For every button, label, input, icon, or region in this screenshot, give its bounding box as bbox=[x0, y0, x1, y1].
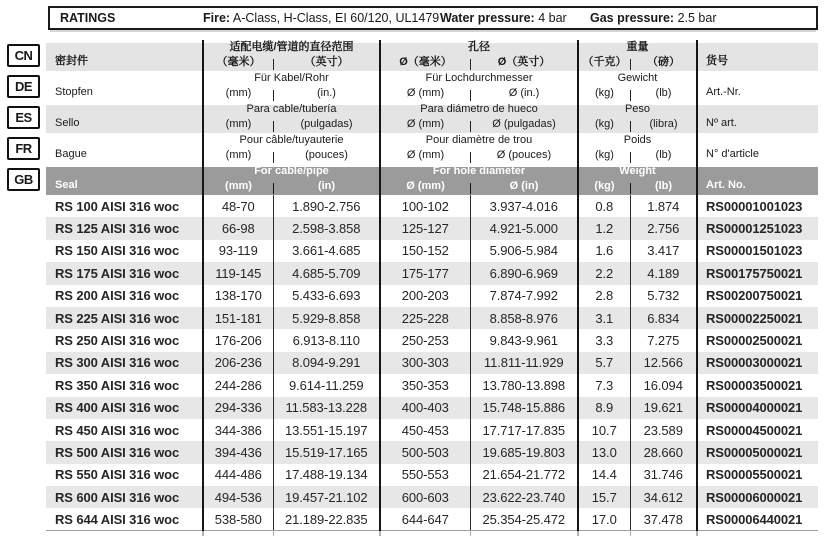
art-number: RS00005500021 bbox=[697, 464, 818, 486]
cable-mm-unit: (mm) bbox=[225, 149, 252, 161]
art-number: RS00001001023 bbox=[697, 195, 818, 217]
hole-diameter-mm: 644-647 bbox=[380, 508, 470, 530]
art-number: RS00003500021 bbox=[697, 374, 818, 396]
hole-mm-unit: Ø（毫米） bbox=[399, 56, 452, 68]
weight-lb-unit: (lb) bbox=[655, 87, 672, 99]
table-bottom-ticks bbox=[46, 531, 818, 536]
spec-row bbox=[46, 486, 818, 508]
cable-range-in: 5.929-8.858 bbox=[273, 307, 380, 329]
header-row bbox=[46, 71, 818, 102]
weight-kg: 3.1 bbox=[578, 307, 630, 329]
hole-mm-unit: Ø (mm) bbox=[406, 87, 445, 99]
cable-range-in: 11.583-13.228 bbox=[273, 397, 380, 419]
language-badge: FR bbox=[7, 137, 40, 160]
seal-name: RS 350 AISI 316 woc bbox=[55, 377, 180, 393]
weight-kg: 2.8 bbox=[578, 285, 630, 307]
hole-diameter-mm: 200-203 bbox=[380, 285, 470, 307]
art-number: RS00001251023 bbox=[697, 217, 818, 239]
weight-kg: 7.3 bbox=[578, 374, 630, 396]
hole-diameter-group-header bbox=[380, 71, 578, 102]
weight-lb: 31.746 bbox=[630, 464, 697, 486]
cable-pipe-title: For cable/pipe bbox=[254, 165, 329, 177]
cable-range-mm: 138-170 bbox=[203, 285, 273, 307]
hole-diameter-mm: 250-253 bbox=[380, 329, 470, 351]
weight-lb: 28.660 bbox=[630, 441, 697, 463]
hole-diameter-in: 9.843-9.961 bbox=[470, 329, 578, 351]
art-no-column-label: Art. No. bbox=[697, 164, 818, 195]
cable-pipe-title: 适配电缆/管道的直径范围 bbox=[229, 41, 354, 53]
language-badge: GB bbox=[7, 168, 40, 191]
seal-column-label: Seal bbox=[46, 164, 203, 195]
hole-diameter-in: 8.858-8.976 bbox=[470, 307, 578, 329]
weight-title: 重量 bbox=[626, 41, 649, 53]
cable-range-mm: 206-236 bbox=[203, 352, 273, 374]
spec-row bbox=[46, 285, 818, 307]
hole-diameter-in: 11.811-11.929 bbox=[470, 352, 578, 374]
water-pressure-rating bbox=[440, 10, 567, 27]
header-row bbox=[46, 133, 818, 164]
cable-range-mm: 444-486 bbox=[203, 464, 273, 486]
cable-mm-unit: (mm) bbox=[225, 87, 252, 99]
cable-range-in: 8.094-9.291 bbox=[273, 352, 380, 374]
fire-rating bbox=[203, 10, 439, 27]
hole-diameter-in: 25.354-25.472 bbox=[470, 508, 578, 530]
hole-diameter-in: 7.874-7.992 bbox=[470, 285, 578, 307]
weight-title: Gewicht bbox=[617, 72, 658, 84]
weight-kg-unit: （千克） bbox=[582, 56, 627, 68]
hole-in-unit: Ø（英寸） bbox=[497, 56, 551, 68]
hole-in-unit: Ø (in.) bbox=[508, 87, 540, 99]
language-badge: CN bbox=[7, 44, 40, 67]
hole-diameter-in: 15.748-15.886 bbox=[470, 397, 578, 419]
cable-pipe-title: Para cable/tubería bbox=[246, 103, 337, 115]
hole-diameter-group-header bbox=[380, 133, 578, 164]
weight-lb-unit: （磅） bbox=[647, 56, 680, 68]
cable-range-mm: 48-70 bbox=[203, 195, 273, 217]
seal-name: RS 644 AISI 316 woc bbox=[46, 508, 203, 530]
hole-diameter-mm: 150-152 bbox=[380, 240, 470, 262]
seal-column-label: 密封件 bbox=[46, 40, 203, 71]
cable-range-in: 9.614-11.259 bbox=[273, 374, 380, 396]
weight-kg-unit: (kg) bbox=[595, 118, 614, 130]
header-row bbox=[46, 40, 818, 71]
weight-lb-unit: (libra) bbox=[649, 118, 678, 130]
seal-column-label: Bague bbox=[46, 133, 203, 164]
cable-pipe-group-header bbox=[203, 102, 380, 133]
hole-mm-unit: Ø (mm) bbox=[406, 118, 445, 130]
cable-range-mm: 538-580 bbox=[203, 508, 273, 530]
seal-name: RS 400 AISI 316 woc bbox=[46, 397, 203, 419]
spec-row bbox=[46, 240, 818, 262]
hole-diameter-title: Für Lochdurchmesser bbox=[425, 72, 533, 84]
cable-mm-unit: （毫米） bbox=[216, 56, 261, 68]
weight-group-header bbox=[578, 40, 697, 71]
art-number: RS00004000021 bbox=[697, 397, 818, 419]
hole-diameter-in: 19.685-19.803 bbox=[470, 441, 578, 463]
cable-range-in: 2.598-3.858 bbox=[273, 217, 380, 239]
cable-range-in: 6.913-8.110 bbox=[273, 329, 380, 351]
weight-group-header bbox=[578, 102, 697, 133]
weight-kg: 8.9 bbox=[578, 397, 630, 419]
spec-row bbox=[46, 508, 818, 530]
hole-diameter-mm: 600-603 bbox=[380, 486, 470, 508]
weight-lb: 5.732 bbox=[630, 285, 697, 307]
hole-diameter-in: 5.906-5.984 bbox=[470, 240, 578, 262]
cable-range-in: 4.685-5.709 bbox=[273, 262, 380, 284]
cable-range-mm: 494-536 bbox=[203, 486, 273, 508]
cable-in-unit: (pouces) bbox=[305, 149, 348, 161]
weight-title: Poids bbox=[623, 134, 652, 146]
spec-row bbox=[46, 464, 818, 486]
gas-pressure-value: 2.5 bar bbox=[677, 11, 717, 25]
weight-kg: 15.7 bbox=[578, 486, 630, 508]
art-no-column-label: Art.-Nr. bbox=[697, 71, 818, 102]
cable-range-mm: 344-386 bbox=[203, 419, 273, 441]
cable-pipe-title: Für Kabel/Rohr bbox=[254, 72, 329, 84]
hole-diameter-mm: 100-102 bbox=[380, 195, 470, 217]
ratings-title: RATINGS bbox=[60, 11, 116, 25]
table-data-rows bbox=[46, 195, 818, 531]
art-no-column-label: 货号 bbox=[697, 40, 818, 71]
spec-row bbox=[46, 262, 818, 284]
ratings-bar bbox=[48, 6, 818, 30]
hole-diameter-in: 6.890-6.969 bbox=[470, 262, 578, 284]
seal-name: RS 175 AISI 316 woc bbox=[46, 262, 203, 284]
seal-name: RS 200 AISI 316 woc bbox=[55, 288, 180, 304]
spec-row bbox=[46, 217, 818, 239]
seal-column-label: Stopfen bbox=[46, 71, 203, 102]
art-number: RS00005000021 bbox=[697, 441, 818, 463]
hole-diameter-in: 4.921-5.000 bbox=[470, 217, 578, 239]
seal-name: RS 100 AISI 316 woc bbox=[55, 198, 180, 214]
weight-lb: 37.478 bbox=[630, 508, 697, 530]
hole-diameter-title: 孔径 bbox=[468, 41, 490, 53]
hole-diameter-mm: 550-553 bbox=[380, 464, 470, 486]
art-no-column-label: N° d'article bbox=[697, 133, 818, 164]
weight-lb: 16.094 bbox=[630, 374, 697, 396]
cable-range-mm: 394-436 bbox=[203, 441, 273, 463]
hole-diameter-mm: 500-503 bbox=[380, 441, 470, 463]
language-badge: ES bbox=[7, 106, 40, 129]
language-badge-slot bbox=[7, 71, 46, 102]
hole-diameter-mm: 225-228 bbox=[380, 307, 470, 329]
language-badge-slot bbox=[7, 164, 46, 195]
cable-pipe-group-header bbox=[203, 71, 380, 102]
spec-row bbox=[46, 329, 818, 351]
cable-range-mm: 244-286 bbox=[203, 374, 273, 396]
seal-name: RS 250 AISI 316 woc bbox=[55, 333, 180, 349]
language-rail bbox=[7, 40, 46, 195]
weight-lb: 3.417 bbox=[630, 240, 697, 262]
language-badge-slot bbox=[7, 102, 46, 133]
cable-range-mm: 176-206 bbox=[203, 329, 273, 351]
weight-kg: 3.3 bbox=[578, 329, 630, 351]
weight-kg-unit: (kg) bbox=[595, 87, 614, 99]
hole-diameter-mm: 175-177 bbox=[380, 262, 470, 284]
cable-pipe-group-header bbox=[203, 133, 380, 164]
hole-diameter-mm: 300-303 bbox=[380, 352, 470, 374]
fire-rating-value: A-Class, H-Class, EI 60/120, UL1479 bbox=[232, 11, 440, 25]
cable-range-in: 1.890-2.756 bbox=[273, 195, 380, 217]
hole-diameter-mm: 350-353 bbox=[380, 374, 470, 396]
weight-lb: 12.566 bbox=[630, 352, 697, 374]
gas-pressure-label: Gas pressure: bbox=[590, 11, 675, 25]
cable-range-in: 19.457-21.102 bbox=[273, 486, 380, 508]
weight-kg: 10.7 bbox=[578, 419, 630, 441]
cable-in-unit: (in) bbox=[317, 180, 336, 192]
cable-pipe-group-header bbox=[203, 40, 380, 71]
weight-lb: 34.612 bbox=[630, 486, 697, 508]
gas-pressure-rating bbox=[590, 10, 716, 27]
spec-row bbox=[46, 307, 818, 329]
spec-table bbox=[46, 40, 818, 536]
weight-kg: 5.7 bbox=[578, 352, 630, 374]
hole-mm-unit: Ø (mm) bbox=[406, 149, 445, 161]
seal-column-label: Sello bbox=[46, 102, 203, 133]
seal-name: RS 550 AISI 316 woc bbox=[55, 467, 180, 483]
weight-lb: 4.189 bbox=[630, 262, 697, 284]
language-badge-slot bbox=[7, 133, 46, 164]
cable-range-in: 15.519-17.165 bbox=[273, 441, 380, 463]
spec-row bbox=[46, 441, 818, 463]
spec-row bbox=[46, 419, 818, 441]
cable-range-mm: 93-119 bbox=[203, 240, 273, 262]
cable-range-mm: 119-145 bbox=[203, 262, 273, 284]
cable-range-in: 21.189-22.835 bbox=[273, 508, 380, 530]
art-no-column-label: Nº art. bbox=[697, 102, 818, 133]
weight-title: Weight bbox=[619, 165, 656, 177]
weight-lb: 23.589 bbox=[630, 419, 697, 441]
spec-row bbox=[46, 352, 818, 374]
weight-kg: 1.6 bbox=[578, 240, 630, 262]
weight-lb: 6.834 bbox=[630, 307, 697, 329]
table-header-rows bbox=[46, 40, 818, 195]
seal-name: RS 300 AISI 316 woc bbox=[46, 352, 203, 374]
spec-row bbox=[46, 397, 818, 419]
art-number: RS00003000021 bbox=[697, 352, 818, 374]
hole-diameter-group-header bbox=[380, 102, 578, 133]
header-row bbox=[46, 164, 818, 195]
hole-diameter-title: Pour diamètre de trou bbox=[425, 134, 533, 146]
weight-kg: 14.4 bbox=[578, 464, 630, 486]
cable-mm-unit: (mm) bbox=[225, 118, 252, 130]
weight-kg: 0.8 bbox=[578, 195, 630, 217]
hole-in-unit: Ø (in) bbox=[509, 180, 539, 192]
hole-diameter-mm: 125-127 bbox=[380, 217, 470, 239]
weight-lb: 19.621 bbox=[630, 397, 697, 419]
hole-diameter-in: 17.717-17.835 bbox=[470, 419, 578, 441]
seal-name: RS 600 AISI 316 woc bbox=[46, 486, 203, 508]
weight-kg: 17.0 bbox=[578, 508, 630, 530]
spec-row bbox=[46, 195, 818, 217]
bottom-ticks-row bbox=[46, 531, 818, 536]
cable-in-unit: (in.) bbox=[317, 87, 336, 99]
hole-diameter-in: 23.622-23.740 bbox=[470, 486, 578, 508]
water-pressure-label: Water pressure: bbox=[440, 11, 535, 25]
seal-name: RS 500 AISI 316 woc bbox=[46, 441, 203, 463]
weight-lb: 2.756 bbox=[630, 217, 697, 239]
weight-group-header bbox=[578, 133, 697, 164]
cable-range-in: 13.551-15.197 bbox=[273, 419, 380, 441]
water-pressure-value: 4 bar bbox=[538, 11, 567, 25]
weight-kg-unit: (kg) bbox=[594, 180, 615, 192]
hole-diameter-in: 3.937-4.016 bbox=[470, 195, 578, 217]
art-number: RS00006440021 bbox=[697, 508, 818, 530]
hole-in-unit: Ø (pulgadas) bbox=[492, 118, 556, 130]
art-number: RS00200750021 bbox=[697, 285, 818, 307]
header-row bbox=[46, 102, 818, 133]
art-number: RS00001501023 bbox=[697, 240, 818, 262]
seal-name: RS 150 AISI 316 woc bbox=[55, 243, 180, 259]
art-number: RS00002250021 bbox=[697, 307, 818, 329]
cable-in-unit: (pulgadas) bbox=[300, 118, 353, 130]
weight-kg-unit: (kg) bbox=[595, 149, 614, 161]
hole-diameter-title: For hole diameter bbox=[432, 165, 526, 177]
cable-in-unit: （英寸） bbox=[304, 56, 349, 68]
cable-range-mm: 294-336 bbox=[203, 397, 273, 419]
weight-kg: 13.0 bbox=[578, 441, 630, 463]
cable-pipe-title: Pour câble/tuyauterie bbox=[239, 134, 344, 146]
cable-range-in: 17.488-19.134 bbox=[273, 464, 380, 486]
cable-pipe-group-header bbox=[203, 164, 380, 195]
fire-rating-label: Fire: bbox=[203, 11, 231, 25]
cable-range-mm: 151-181 bbox=[203, 307, 273, 329]
seal-name: RS 225 AISI 316 woc bbox=[46, 307, 203, 329]
weight-group-header bbox=[578, 71, 697, 102]
cable-range-mm: 66-98 bbox=[203, 217, 273, 239]
art-number: RS00175750021 bbox=[697, 262, 818, 284]
weight-kg: 2.2 bbox=[578, 262, 630, 284]
art-number: RS00006000021 bbox=[697, 486, 818, 508]
seal-name: RS 125 AISI 316 woc bbox=[46, 217, 203, 239]
weight-lb: 1.874 bbox=[630, 195, 697, 217]
art-number: RS00002500021 bbox=[697, 329, 818, 351]
hole-diameter-mm: 400-403 bbox=[380, 397, 470, 419]
hole-diameter-title: Para diámetro de hueco bbox=[420, 103, 538, 115]
language-badge: DE bbox=[7, 75, 40, 98]
seal-name: RS 450 AISI 316 woc bbox=[55, 422, 180, 438]
weight-lb-unit: (lb) bbox=[654, 180, 673, 192]
weight-lb-unit: (lb) bbox=[655, 149, 672, 161]
hole-diameter-group-header bbox=[380, 40, 578, 71]
weight-title: Peso bbox=[624, 103, 651, 115]
hole-diameter-in: 13.780-13.898 bbox=[470, 374, 578, 396]
art-number: RS00004500021 bbox=[697, 419, 818, 441]
spec-row bbox=[46, 374, 818, 396]
weight-lb: 7.275 bbox=[630, 329, 697, 351]
hole-diameter-in: 21.654-21.772 bbox=[470, 464, 578, 486]
weight-group-header bbox=[578, 164, 697, 195]
hole-diameter-mm: 450-453 bbox=[380, 419, 470, 441]
language-badge-slot bbox=[7, 40, 46, 71]
cable-range-in: 3.661-4.685 bbox=[273, 240, 380, 262]
weight-kg: 1.2 bbox=[578, 217, 630, 239]
hole-diameter-group-header bbox=[380, 164, 578, 195]
cable-range-in: 5.433-6.693 bbox=[273, 285, 380, 307]
hole-mm-unit: Ø (mm) bbox=[406, 180, 445, 192]
hole-in-unit: Ø (pouces) bbox=[496, 149, 552, 161]
cable-mm-unit: (mm) bbox=[225, 180, 252, 192]
